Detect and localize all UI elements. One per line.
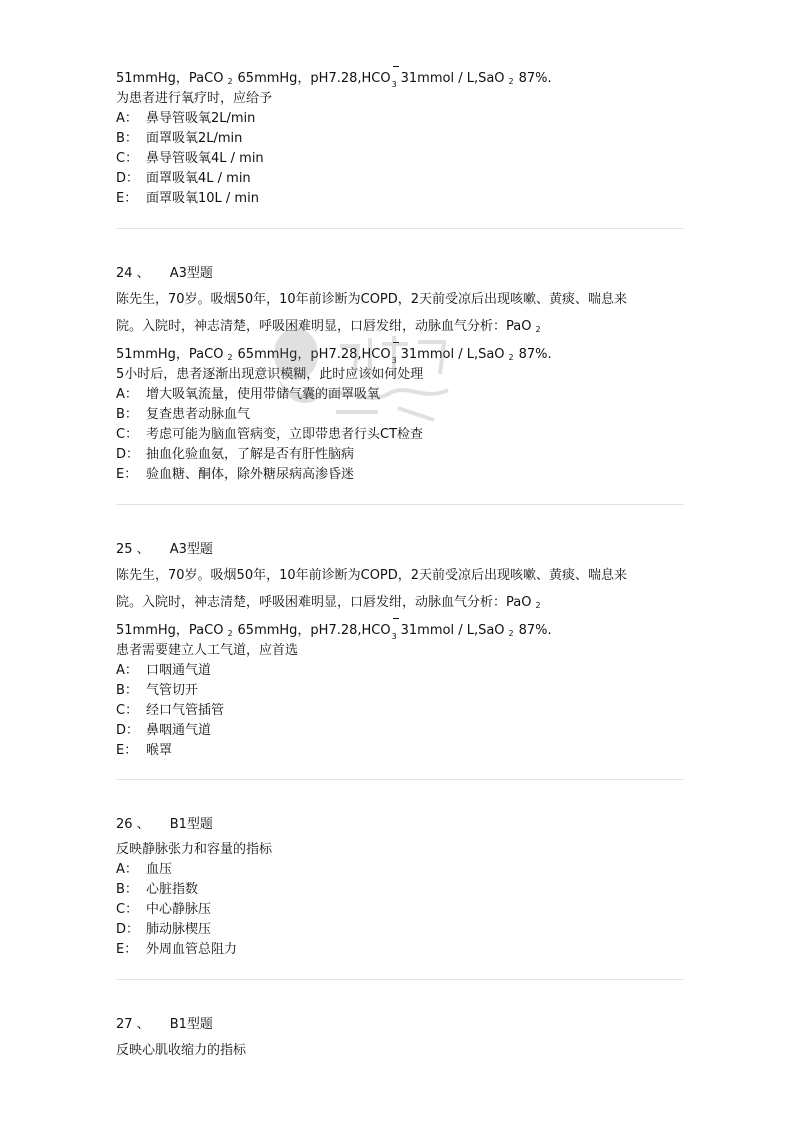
abg-text: 31mmol / L,SaO: [400, 623, 505, 638]
option-d[interactable]: [116, 170, 251, 188]
question-divider: [116, 979, 684, 980]
abg-text: 51mmHg，PaCO: [116, 623, 224, 638]
option-key: D：: [116, 922, 140, 937]
option-c[interactable]: [116, 426, 423, 444]
question-number: 25 、: [116, 542, 150, 557]
option-key: E：: [116, 467, 138, 482]
abg-subscript: 3: [391, 632, 397, 641]
fraction-bar: [393, 618, 399, 619]
question-divider: [116, 504, 684, 505]
hco3-fraction: [391, 622, 401, 640]
abg-text: 65mmHg，pH7.28,HCO: [237, 347, 391, 362]
option-e[interactable]: [116, 190, 259, 208]
blood-gas-line: [116, 622, 552, 641]
abg-text: 51mmHg，PaCO: [116, 71, 224, 86]
question-stem: 患者需要建立人工气道，应首选: [116, 643, 299, 658]
question-header-27: [116, 1016, 213, 1034]
option-text: 喉罩: [146, 743, 173, 758]
option-key: E：: [116, 191, 138, 206]
option-d[interactable]: [116, 446, 354, 464]
option-key: B：: [116, 407, 138, 422]
fraction-bar: [393, 66, 399, 67]
abg-subscript: 3: [391, 80, 397, 89]
option-key: C：: [116, 703, 139, 718]
abg-subscript: 2: [508, 77, 514, 86]
question-type: A3型题: [169, 542, 213, 557]
case-description-cont: [116, 318, 546, 337]
option-text: 口咽通气道: [146, 663, 212, 678]
hco3-fraction: [391, 346, 401, 364]
option-text: 鼻导管吸氧2L/min: [146, 111, 256, 126]
question-type: B1型题: [169, 1017, 213, 1032]
option-text: 鼻导管吸氧4L / min: [146, 151, 264, 166]
option-text: 血压: [146, 862, 173, 877]
abg-text: 31mmol / L,SaO: [400, 347, 505, 362]
option-key: E：: [116, 743, 138, 758]
question-stem: 反映静脉张力和容量的指标: [116, 842, 273, 857]
abg-subscript: 2: [227, 629, 233, 638]
option-e[interactable]: [116, 941, 237, 959]
option-key: B：: [116, 131, 138, 146]
option-a[interactable]: [116, 386, 380, 404]
option-c[interactable]: [116, 702, 224, 720]
case-description-cont: [116, 594, 546, 613]
option-key: D：: [116, 723, 140, 738]
option-text: 气管切开: [146, 683, 199, 698]
option-text: 面罩吸氧10L / min: [146, 191, 259, 206]
case-description: 陈先生，70岁。吸烟50年，10年前诊断为COPD，2天前受凉后出现咳嗽、黄痰、喘息来: [116, 292, 628, 307]
abg-text: 51mmHg，PaCO: [116, 347, 224, 362]
blood-gas-line: [116, 346, 552, 365]
question-stem: 为患者进行氧疗时，应给予: [116, 91, 273, 106]
option-text: 鼻咽通气道: [146, 723, 212, 738]
option-text: 肺动脉楔压: [146, 922, 212, 937]
question-number: 26 、: [116, 817, 150, 832]
question-divider: [116, 228, 684, 229]
case-text: 院。入院时，神志清楚，呼吸困难明显，口唇发绀，动脉血气分析：PaO: [116, 595, 532, 610]
option-key: D：: [116, 171, 140, 186]
question-number: 27 、: [116, 1017, 150, 1032]
option-c[interactable]: [116, 901, 211, 919]
option-b[interactable]: [116, 881, 198, 899]
option-text: 外周血管总阻力: [146, 942, 238, 957]
question-header-26: [116, 816, 213, 834]
abg-text: 65mmHg，pH7.28,HCO: [237, 623, 391, 638]
option-a[interactable]: [116, 110, 255, 128]
abg-subscript: 2: [535, 325, 541, 334]
option-text: 面罩吸氧2L/min: [146, 131, 243, 146]
option-text: 考虑可能为脑血管病变，立即带患者行头CT检查: [146, 427, 424, 442]
option-key: A：: [116, 111, 138, 126]
abg-text: 87%.: [518, 71, 552, 86]
abg-subscript: 2: [508, 353, 514, 362]
option-d[interactable]: [116, 921, 211, 939]
option-key: C：: [116, 151, 139, 166]
abg-text: 87%.: [518, 623, 552, 638]
fraction-bar: [393, 342, 399, 343]
option-key: A：: [116, 663, 138, 678]
question-stem: 5小时后，患者逐渐出现意识模糊，此时应该如何处理: [116, 367, 424, 382]
question-header-25: [116, 541, 213, 559]
option-e[interactable]: [116, 742, 172, 760]
question-stem: 反映心肌收缩力的指标: [116, 1043, 247, 1058]
case-description: 陈先生，70岁。吸烟50年，10年前诊断为COPD，2天前受凉后出现咳嗽、黄痰、喘息来: [116, 568, 628, 583]
option-a[interactable]: [116, 861, 172, 879]
option-key: A：: [116, 387, 138, 402]
option-text: 验血糖、酮体，除外糖尿病高渗昏迷: [146, 467, 355, 482]
question-header-24: [116, 265, 213, 283]
option-key: C：: [116, 902, 139, 917]
option-text: 经口气管插管: [146, 703, 225, 718]
question-number: 24 、: [116, 266, 150, 281]
abg-subscript: 2: [508, 629, 514, 638]
case-text: 院。入院时，神志清楚，呼吸困难明显，口唇发绀，动脉血气分析：PaO: [116, 319, 532, 334]
option-key: A：: [116, 862, 138, 877]
option-a[interactable]: [116, 662, 211, 680]
option-text: 增大吸氧流量，使用带储气囊的面罩吸氧: [146, 387, 381, 402]
option-b[interactable]: [116, 406, 250, 424]
abg-subscript: 2: [227, 353, 233, 362]
option-text: 抽血化验血氨，了解是否有肝性脑病: [146, 447, 355, 462]
option-key: D：: [116, 447, 140, 462]
abg-text: 87%.: [518, 347, 552, 362]
question-divider: [116, 779, 684, 780]
option-key: C：: [116, 427, 139, 442]
question-type: B1型题: [169, 817, 213, 832]
option-e[interactable]: [116, 466, 354, 484]
abg-subscript: 3: [391, 356, 397, 365]
option-c[interactable]: [116, 150, 264, 168]
option-key: B：: [116, 683, 138, 698]
abg-subscript: 2: [535, 601, 541, 610]
option-text: 面罩吸氧4L / min: [146, 171, 251, 186]
option-d[interactable]: [116, 722, 211, 740]
blood-gas-line: [116, 70, 552, 89]
option-key: B：: [116, 882, 138, 897]
option-text: 复查患者动脉血气: [146, 407, 251, 422]
question-type: A3型题: [169, 266, 213, 281]
option-text: 心脏指数: [146, 882, 199, 897]
hco3-fraction: [391, 70, 401, 88]
option-text: 中心静脉压: [146, 902, 212, 917]
option-b[interactable]: [116, 130, 242, 148]
abg-text: 31mmol / L,SaO: [400, 71, 505, 86]
option-key: E：: [116, 942, 138, 957]
abg-subscript: 2: [227, 77, 233, 86]
option-b[interactable]: [116, 682, 198, 700]
abg-text: 65mmHg，pH7.28,HCO: [237, 71, 391, 86]
